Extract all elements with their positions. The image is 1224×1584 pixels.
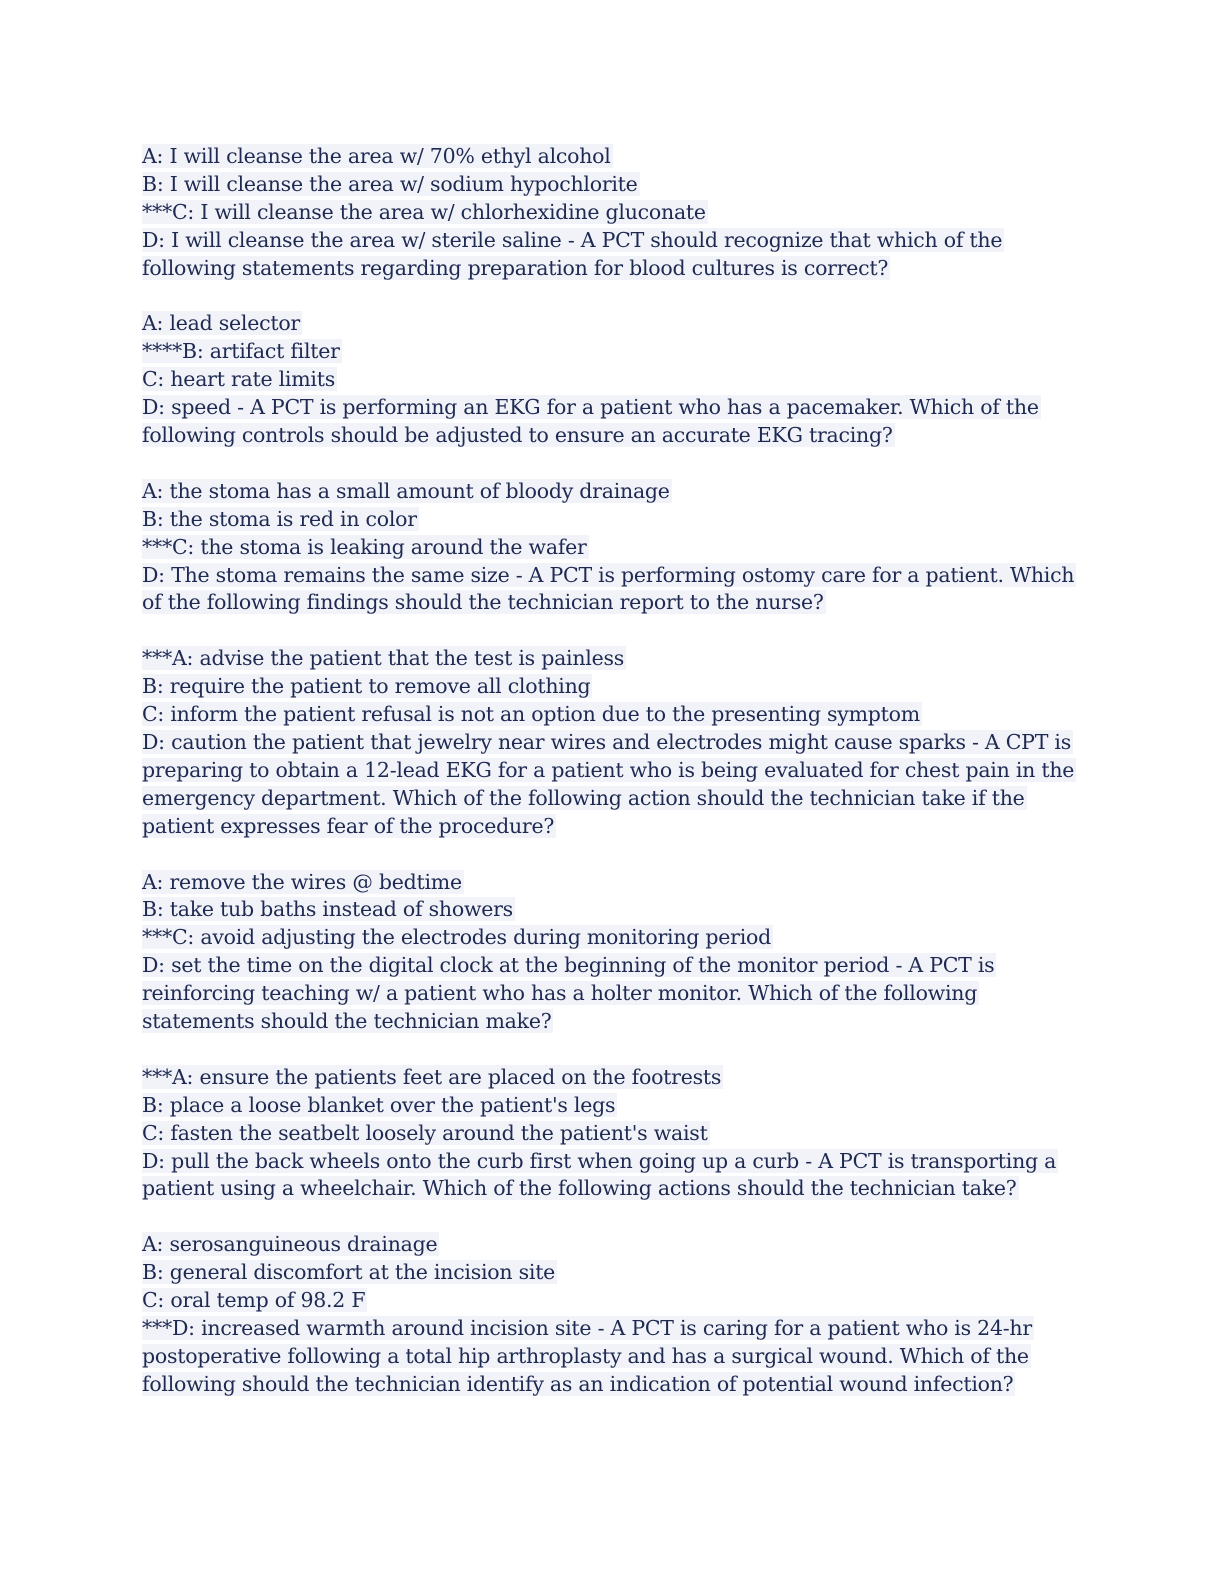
option-a-correct: ***A: advise the patient that the test is painless [142, 646, 625, 671]
question-continuation: patient expresses fear of the procedure? [142, 813, 555, 838]
question-continuation: patient using a wheelchair. Which of the following actions should the technician take? [142, 1176, 1017, 1201]
option-c-correct: ***C: avoid adjusting the electrodes during monitoring period [142, 925, 771, 950]
question-block-6 [142, 1064, 1082, 1204]
option-c-correct: ***C: I will cleanse the area w/ chlorhexidine gluconate [142, 199, 706, 224]
option-d-question: D: I will cleanse the area w/ sterile saline - A PCT should recognize that which of the [142, 227, 1003, 252]
option-a: A: the stoma has a small amount of bloody drainage [142, 478, 670, 503]
question-block-2 [142, 310, 1082, 450]
option-d-question: D: pull the back wheels onto the curb first when going up a curb - A PCT is transporting a [142, 1148, 1057, 1173]
question-block-5 [142, 869, 1082, 1036]
option-a: A: lead selector [142, 311, 300, 336]
question-block-7 [142, 1231, 1082, 1398]
question-continuation: following should the technician identify as an indication of potential wound infection? [142, 1371, 1014, 1396]
question-continuation: statements should the technician make? [142, 1009, 552, 1034]
option-b: B: take tub baths instead of showers [142, 897, 513, 922]
option-c: C: oral temp of 98.2 F [142, 1288, 366, 1313]
option-b: B: the stoma is red in color [142, 506, 417, 531]
question-continuation: following statements regarding preparation for blood cultures is correct? [142, 255, 889, 280]
option-a-correct: ***A: ensure the patients feet are placed on the footrests [142, 1064, 722, 1089]
option-d-correct-question: ***D: increased warmth around incision site - A PCT is caring for a patient who is 24-hr [142, 1315, 1032, 1340]
question-continuation: emergency department. Which of the following action should the technician take if the [142, 785, 1025, 810]
option-a: A: serosanguineous drainage [142, 1232, 438, 1257]
question-block-1 [142, 143, 1082, 283]
option-d-question: D: set the time on the digital clock at the beginning of the monitor period - A PCT is [142, 953, 995, 978]
question-continuation: reinforcing teaching w/ a patient who has a holter monitor. Which of the following [142, 981, 978, 1006]
option-a: A: I will cleanse the area w/ 70% ethyl alcohol [142, 144, 611, 168]
question-block-4 [142, 645, 1082, 840]
option-a: A: remove the wires @ bedtime [142, 869, 462, 894]
option-b: B: require the patient to remove all clothing [142, 674, 591, 699]
option-b-correct: ****B: artifact filter [142, 339, 340, 364]
question-continuation: preparing to obtain a 12-lead EKG for a patient who is being evaluated for chest pain in the [142, 757, 1075, 782]
option-c: C: fasten the seatbelt loosely around the patient's waist [142, 1120, 708, 1145]
option-c-correct: ***C: the stoma is leaking around the wafer [142, 534, 587, 559]
document-page [142, 143, 1082, 1427]
question-continuation: of the following findings should the technician report to the nurse? [142, 590, 824, 615]
question-block-3 [142, 478, 1082, 618]
question-continuation: following controls should be adjusted to ensure an accurate EKG tracing? [142, 423, 893, 448]
option-b: B: I will cleanse the area w/ sodium hypochlorite [142, 171, 638, 196]
option-d-question: D: caution the patient that jewelry near wires and electrodes might cause sparks - A CPT is [142, 729, 1071, 754]
option-b: B: general discomfort at the incision site [142, 1260, 556, 1285]
option-c: C: inform the patient refusal is not an option due to the presenting symptom [142, 702, 920, 727]
option-d-question: D: The stoma remains the same size - A PCT is performing ostomy care for a patient. Which [142, 562, 1075, 587]
option-b: B: place a loose blanket over the patient's legs [142, 1092, 616, 1117]
option-c: C: heart rate limits [142, 367, 335, 392]
option-d-question: D: speed - A PCT is performing an EKG for a patient who has a pacemaker. Which of the [142, 395, 1039, 420]
question-continuation: postoperative following a total hip arthroplasty and has a surgical wound. Which of the [142, 1343, 1029, 1368]
